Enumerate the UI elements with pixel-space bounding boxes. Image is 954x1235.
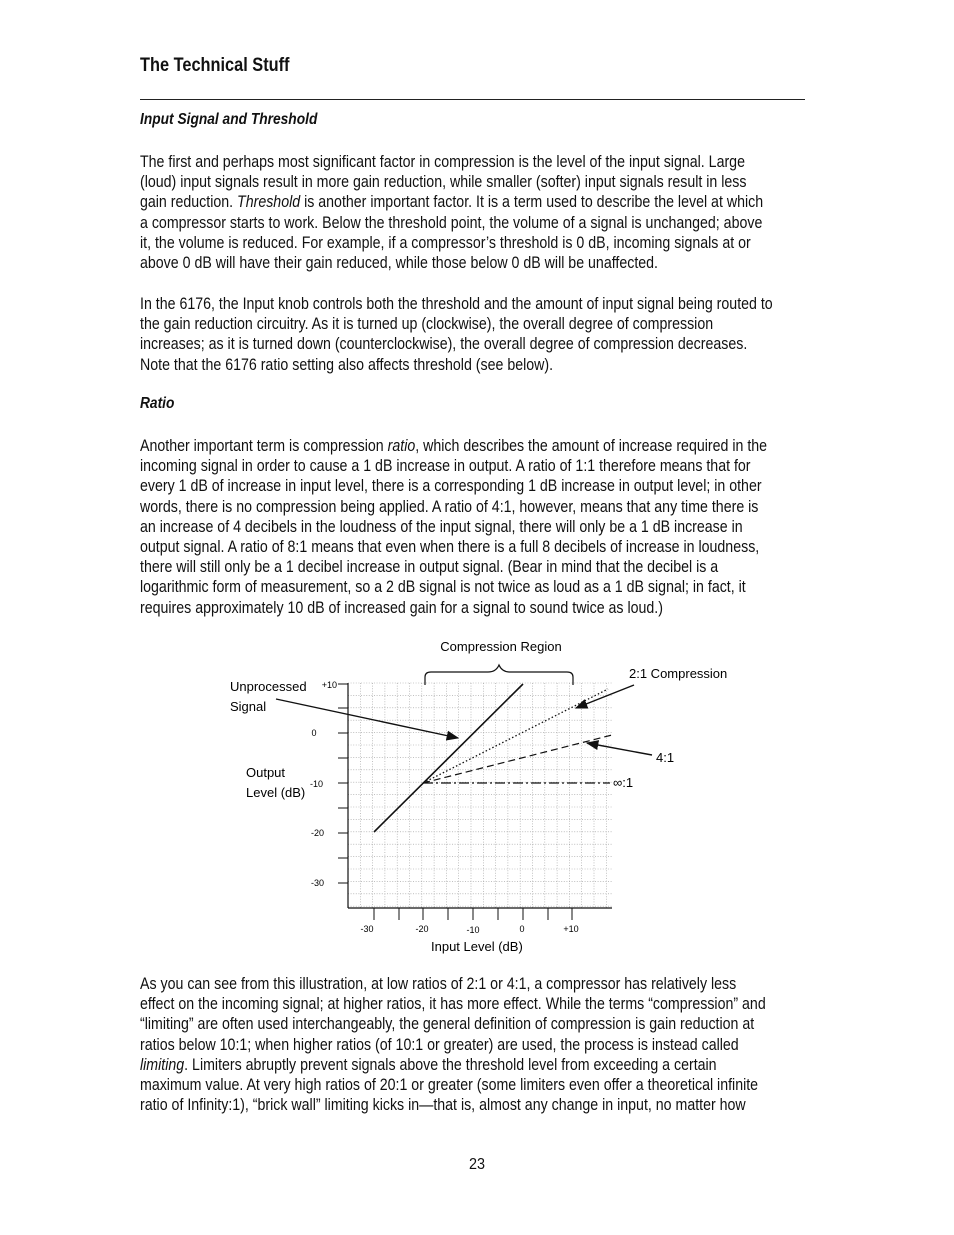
text-line: ratios below 10:1; when higher ratios (of 10:1 or greater) are used, the process is instead called — [140, 1035, 739, 1054]
label-infinity-ratio: ∞:1 — [613, 775, 634, 790]
compression-diagram-svg — [220, 630, 740, 960]
y-tick-label-minus20: -20 — [310, 828, 324, 838]
y-axis-label-line2: Level (dB) — [246, 785, 306, 800]
text-line: requires approximately 10 dB of increased gain for a signal to sound twice as loud.) — [140, 598, 663, 617]
y-axis-label-line1: Output — [246, 765, 286, 780]
text-line: gain reduction. Threshold is another important factor. It is a term used to describe the level at which — [140, 193, 764, 212]
y-tick-label-minus10: -10 — [309, 779, 323, 789]
paragraph-ratio — [140, 436, 811, 618]
text-line: above 0 dB will have their gain reduced, while those below 0 dB will be unaffected. — [140, 254, 659, 273]
x-tick-label-minus20: -20 — [415, 924, 429, 934]
text-line: (loud) input signals result in more gain reduction, while smaller (softer) input signals result in less — [140, 173, 747, 192]
paragraph-input-knob — [140, 294, 811, 375]
arrow-2to1 — [576, 685, 634, 708]
x-tick-label-0: 0 — [519, 924, 525, 934]
unprocessed-label-line1: Unprocessed — [230, 679, 307, 694]
arrow-4to1 — [587, 743, 652, 755]
text-line: Another important term is compression ratio, which describes the amount of increase required in the — [140, 437, 768, 455]
compression-region-bracket — [425, 665, 573, 685]
italic-term: limiting — [140, 1055, 185, 1074]
x-tick-label-plus10: +10 — [563, 924, 579, 934]
label-4to1: 4:1 — [656, 750, 675, 765]
compression-ratio-diagram — [220, 630, 740, 960]
text-line: The first and perhaps most significant factor in compression is the level of the input signal. Large — [140, 153, 745, 171]
x-axis-label: Input Level (dB) — [431, 939, 523, 954]
text-line: it, the volume is reduced. For example, if a compressor’s threshold is 0 dB, incoming signals at or — [140, 233, 751, 252]
diagram-grid — [348, 683, 612, 908]
text-line: increases; as it is turned down (counterclockwise), the overall degree of compression decreases. — [140, 335, 748, 354]
header-rule — [140, 99, 805, 100]
unprocessed-signal-line — [374, 684, 523, 832]
text-line: logarithmic form of measurement, so a 2 dB signal is not twice as loud as a 1 dB signal; in fact, it — [140, 578, 746, 597]
italic-term: ratio — [387, 437, 416, 455]
text-line: As you can see from this illustration, at low ratios of 2:1 or 4:1, a compressor has relatively less — [140, 975, 737, 993]
compression-region-label: Compression Region — [440, 639, 562, 654]
text-line: Note that the 6176 ratio setting also affects threshold (see below). — [140, 355, 554, 374]
text-line: output signal. A ratio of 8:1 means that even when there is a full 8 decibels of increase in loudness, — [140, 538, 760, 557]
text-line: every 1 dB of increase in input level, there is a corresponding 1 dB increase in output level; in other — [140, 477, 762, 496]
text-line: limiting. Limiters abruptly prevent signals above the threshold level from exceeding a certain — [140, 1055, 717, 1074]
heading-ratio: Ratio — [140, 395, 175, 412]
y-tick-label-0: 0 — [311, 728, 317, 738]
label-2to1-compression: 2:1 Compression — [629, 666, 728, 681]
paragraph-input-signal — [140, 152, 811, 273]
y-tick-label-plus10: +10 — [321, 680, 337, 690]
x-tick-label-minus10: -10 — [466, 925, 480, 935]
text-line: the gain reduction circuitry. As it is turned up (clockwise), the overall degree of compression — [140, 315, 714, 334]
page-header-title: The Technical Stuff — [140, 55, 290, 76]
y-tick-label-minus30: -30 — [310, 878, 324, 888]
paragraph-compression-vs-limiting — [140, 974, 811, 1115]
text-line: “limiting” are often used interchangeably, the general definition of compression is gain reduction at — [140, 1015, 755, 1034]
text-line: In the 6176, the Input knob controls both the threshold and the amount of input signal being routed to — [140, 295, 773, 313]
text-line: a compressor starts to work. Below the threshold point, the volume of a signal is unchanged; above — [140, 213, 763, 232]
text-line: an increase of 4 decibels in the loudness of the input signal, there will only be a 1 dB increase in — [140, 517, 743, 536]
text-line: words, there is no compression being applied. A ratio of 4:1, however, means that any time there is — [140, 497, 759, 516]
text-line: incoming signal in order to cause a 1 dB increase in output. A ratio of 1:1 therefore means that for — [140, 457, 751, 476]
italic-term: Threshold — [237, 193, 301, 212]
unprocessed-arrow — [276, 699, 458, 738]
heading-input-signal-threshold: Input Signal and Threshold — [140, 111, 318, 128]
page-number: 23 — [468, 1156, 486, 1173]
text-line: maximum value. At very high ratios of 20:1 or greater (some limiters even offer a theoretical infinite — [140, 1076, 759, 1095]
x-axis-ticks — [374, 908, 572, 920]
unprocessed-label-line2: Signal — [230, 699, 267, 714]
text-line: ratio of Infinity:1), “brick wall” limiting kicks in—that is, almost any change in input, no matter how — [140, 1096, 746, 1115]
ratio-4to1-line — [423, 735, 612, 783]
text-line: there will still only be a 1 decibel increase in output signal. (Bear in mind that the decibel is a — [140, 558, 719, 577]
text-line: effect on the incoming signal; at higher ratios, it has more effect. While the terms “compression” and — [140, 995, 766, 1014]
x-tick-label-minus30: -30 — [360, 924, 374, 934]
